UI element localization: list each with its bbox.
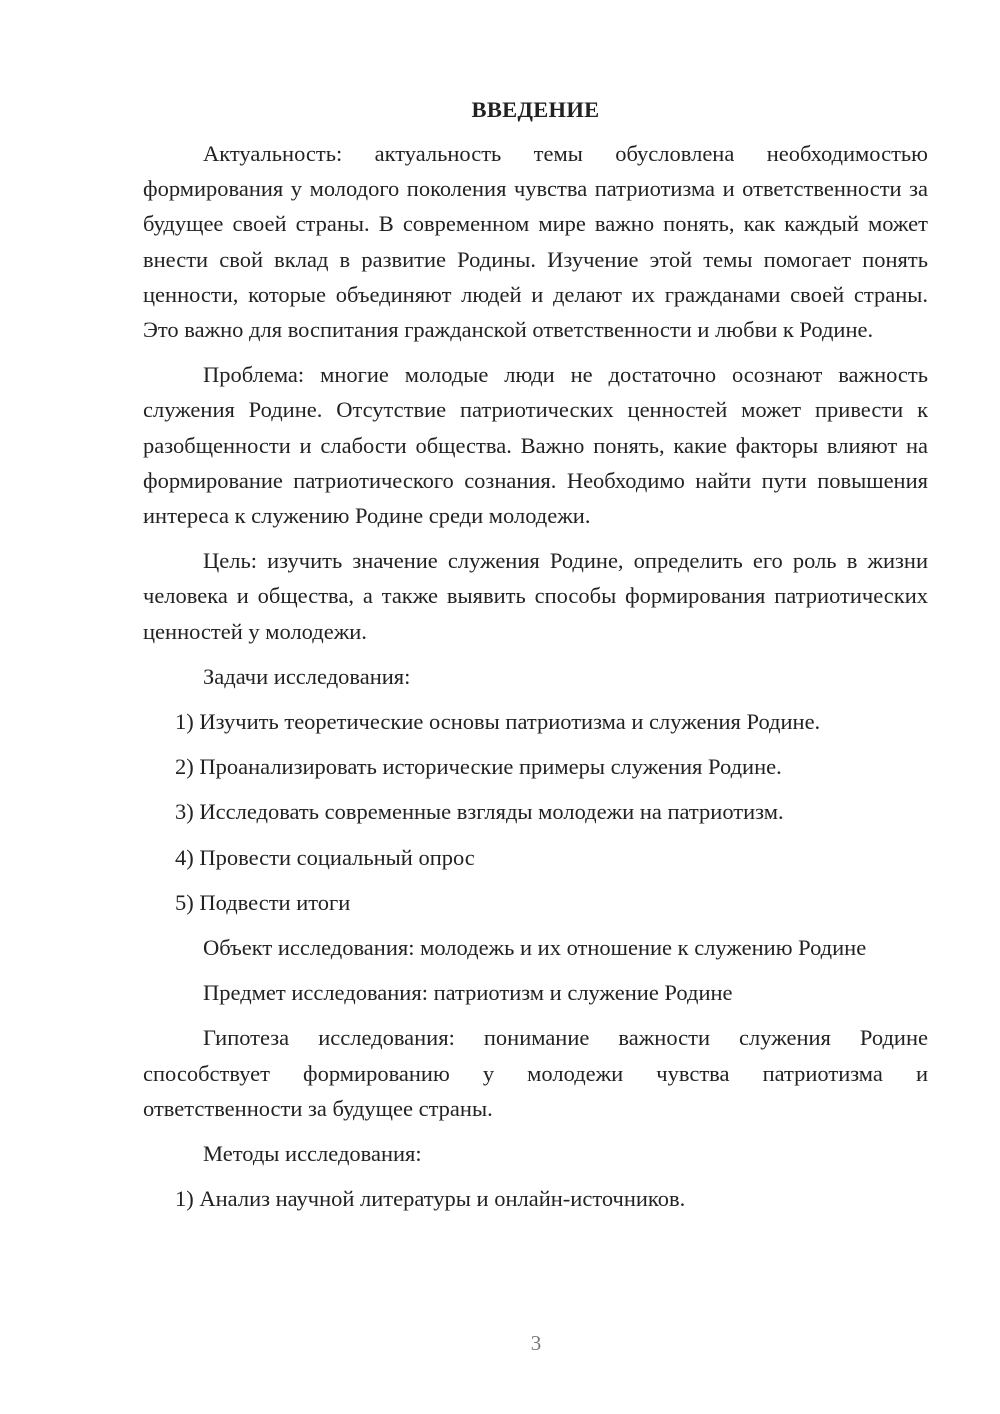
method-item: 1) Анализ научной литературы и онлайн-источников. [175, 1186, 686, 1212]
problem-paragraph: Проблема: многие молодые люди не достаточно осознают важность служения Родине. Отсутствие патриотических ценностей может привести к разобщенности и слабости общества. Важно понять, какие факторы влияют на формирование патриотического сознания. Необходимо найти пути повышения интереса к служению Родине среди молодежи. [143, 362, 928, 529]
page-heading: ВВЕДЕНИЕ [471, 97, 600, 122]
page-content [143, 92, 928, 1226]
task-item: 2) Проанализировать исторические примеры служения Родине. [175, 754, 782, 780]
relevance-paragraph: Актуальность: актуальность темы обусловлена необходимостью формирования у молодого поколения чувства патриотизма и ответственности за будущее своей страны. В современном мире важно понять, как каждый может внести свой вклад в развитие Родины. Изучение этой темы помогает понять ценности, которые объединяют людей и делают их гражданами своей страны. Это важно для воспитания гражданской ответственности и любви к Родине. [143, 141, 928, 343]
goal-paragraph: Цель: изучить значение служения Родине, определить его роль в жизни человека и общества, а также выявить способы формирования патриотических ценностей у молодежи. [143, 548, 928, 644]
task-item: 5) Подвести итоги [175, 889, 351, 915]
tasks-title: Задачи исследования: [203, 663, 411, 689]
object-paragraph: Объект исследования: молодежь и их отношение к служению Родине [203, 935, 867, 961]
hypothesis-paragraph: Гипотеза исследования: понимание важности служения Родине способствует формированию у молодежи чувства патриотизма и ответственности за будущее страны. [143, 1025, 928, 1121]
subject-paragraph: Предмет исследования: патриотизм и служение Родине [203, 980, 733, 1006]
task-item: 3) Исследовать современные взгляды молодежи на патриотизм. [175, 799, 784, 825]
methods-title: Методы исследования: [203, 1141, 422, 1167]
task-item: 1) Изучить теоретические основы патриотизма и служения Родине. [175, 709, 821, 735]
task-item: 4) Провести социальный опрос [175, 844, 475, 870]
page-number: 3 [530, 1331, 542, 1355]
